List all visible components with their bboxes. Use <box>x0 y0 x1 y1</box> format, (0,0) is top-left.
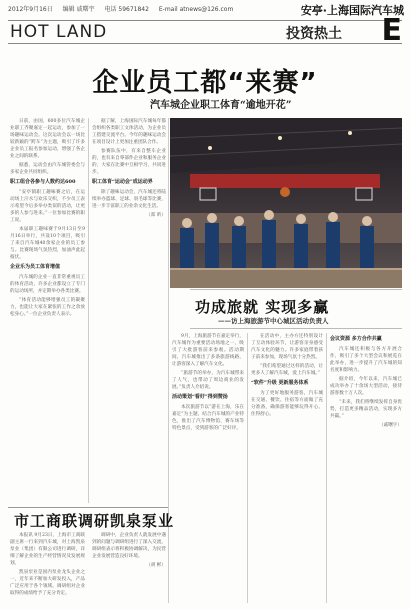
paragraph: 日前，由国，600多位汽车城企业职工齐聚嘉定一起运动，参加了一场趣味运动会。这次运动会以一场比较新颖的“跨车”为主题，吸引了许多企业员工报名参加运动，增强了各企业之间的联系。 <box>10 119 85 159</box>
event-photo <box>170 118 402 288</box>
paragraph: 据了解，上海国际汽车城每年都会组织各类职工文体活动，为企业员工搭建交流平台。今年的趣味运动会在项目设计上更加注重团队合作。 <box>92 119 166 145</box>
main-headline: 企业员工都“来赛” <box>92 68 318 98</box>
article-subtitle: 职工体育“运动会”成运动界 <box>92 179 153 185</box>
byline: （戚曙宇） <box>379 423 402 428</box>
paragraph: “旅游节的举办，为汽车城带来了人气，也带动了周边商业的发展。”负责人介绍说。 <box>172 371 244 390</box>
column-divider <box>88 118 89 503</box>
editor-credit: 编辑 戚曙宇 <box>62 6 95 13</box>
paragraph: 本报讯 9月23日，上海市工商联副主席一行来到汽车城，对上海凯泉泵业（集团）有限公司进行调研，详细了解企业的生产经营情况及发展规划。 <box>10 533 85 566</box>
paragraph: 除了趣味运动会，汽车城还将陆续举办篮球、足球、羽毛球等比赛，进一步丰富职工的业余文化生活。 <box>92 190 166 209</box>
paragraph: “未来，我们将继续发挥自身优势，打造更多精品活动，实现多方共赢。” <box>330 400 402 419</box>
paragraph: 据悉，运动会由汽车城管委会与多家企业共同组织。 <box>10 163 85 175</box>
article-subtitle: 职工组合各参与人数约达600 <box>10 179 76 185</box>
article-subtitle: 活动策划“看好”得到赞扬 <box>172 394 228 400</box>
section-letter: E <box>381 13 402 48</box>
article-subtitle: 会议资源 多方合作共赢 <box>330 336 382 342</box>
main-article-col2 <box>92 118 166 503</box>
paragraph: 9月，上海旅游节在嘉定举行，汽车城作为重要活动场地之一，吸引了大批游客前来参观。活动期间，汽车城推出了多条旅游线路，让游客深入了解汽车文化。 <box>172 334 244 367</box>
phone-number: 电话 59671842 <box>104 6 149 13</box>
second-headline: 功成旅就 实现多赢 <box>195 298 330 316</box>
column-divider <box>247 333 248 603</box>
byline: （胡 彬） <box>146 563 166 568</box>
second-article-col1 <box>172 333 244 603</box>
event-photo-image <box>170 118 402 288</box>
section-title-cn: 投资热土 <box>286 26 342 42</box>
third-article-col1 <box>10 532 85 604</box>
third-headline: 市工商联调研凯泉泵业 <box>14 512 175 530</box>
paragraph: 凯泉泵业是国内泵业龙头企业之一，近年来不断加大研发投入，产品广泛应用于各个领域。调研组对企业取得的成绩给予了充分肯定。 <box>10 570 85 596</box>
email-address: E-mail atnews@126.com <box>158 6 234 13</box>
second-subhead: ——访上海旅游节中心城区活动负责人 <box>218 317 329 325</box>
main-article-col1 <box>10 118 85 503</box>
paragraph: 为了更好地服务游客，汽车城在交通、餐饮、住宿等方面做了充分准备，确保游客能够玩得开心、住得舒心。 <box>251 391 323 417</box>
paragraph: “体育活动能够增强员工的凝聚力，也能让大家在紧张的工作之余放松身心。”一位企业负责人表示。 <box>10 298 85 317</box>
paragraph: 在活动中，主办方还特别设计了互动体验环节，让游客亲身感受汽车文化的魅力。许多家庭带着孩子前来参加，现场气氛十分热烈。 <box>251 334 323 360</box>
paragraph: 参赛队伍中，有来自整车企业的，也有来自零部件企业和服务企业的，大家在比赛中互相学习，共同进步。 <box>92 149 166 175</box>
paragraph: “安亭镇职工趣味赛之后，在运动场上汗水与欢乐交织，不少员工表示希望今后多举办类似的活动，让更多的人参与进来。”一位参加比赛的职工说。 <box>10 190 85 223</box>
paragraph: 汽车城还积极与各方开展合作，吸引了多个大型会议和展览在此举办，进一步提升了汽车城的知名度和影响力。 <box>330 347 402 373</box>
main-subhead: 汽车城企业职工体育“逾地开花” <box>150 100 292 111</box>
divider <box>8 507 168 508</box>
divider <box>190 289 402 290</box>
second-article-col2 <box>251 333 323 603</box>
section-title-en: HOT LAND <box>10 22 108 42</box>
article-subtitle: 企业乐为员工体育增值 <box>10 264 61 270</box>
byline: （郑 昕） <box>146 213 166 218</box>
issue-date: 2012年9月16日 <box>8 6 53 13</box>
paragraph: 本届职工趣味赛于9月13日至9月16日举行，共设10个项目，吸引了来自汽车城40余家企业的员工参与。比赛现场气氛热烈，加油声此起彼伏。 <box>10 227 85 260</box>
column-divider <box>326 333 327 603</box>
paragraph: 据介绍，今年以来，汽车城已成功举办了十余场大型活动，接待游客数十万人次。 <box>330 377 402 396</box>
publication-name: 安亭·上海国际汽车城 <box>300 4 404 17</box>
divider <box>190 328 402 329</box>
paragraph: 本次旅游节以“游在上海，乐在嘉定”为主题，结合汽车城的产业特色，推出了汽车博物馆、赛车场等特色景点，受到游客的广泛好评。 <box>172 405 244 431</box>
second-article-col3 <box>330 333 402 603</box>
paragraph: “我们希望通过这样的活动，让更多人了解汽车城，爱上汽车城。” <box>251 364 323 376</box>
paragraph: 汽车城的企业一直非常重视员工的体育活动，许多企业都设立了专门的运动场所，并定期举办各类比赛。 <box>10 275 85 294</box>
paragraph: 调研中，企业负责人就发展中遇到的问题与调研组进行了深入交流，调研组表示将积极协调解决，为民营企业发展营造良好环境。 <box>92 533 166 559</box>
third-article-col2 <box>92 532 166 604</box>
article-subtitle: “软件”升级 更新服务体系 <box>251 380 309 386</box>
